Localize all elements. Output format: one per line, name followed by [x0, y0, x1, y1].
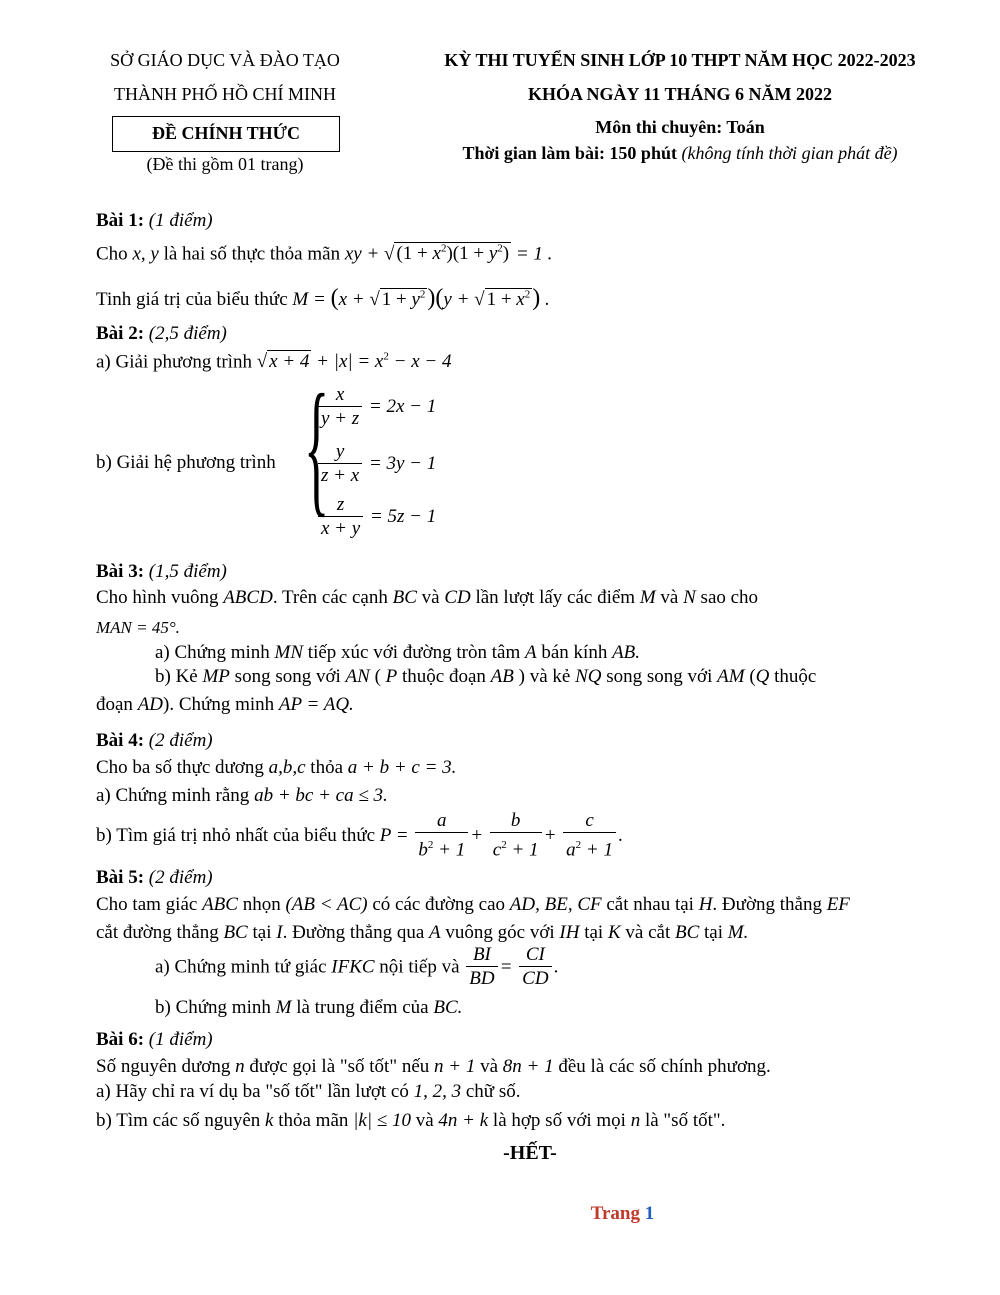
text-bai3-b-am: AM — [717, 666, 745, 687]
text-bai3-l1-m: M — [639, 587, 656, 608]
text-bai5-l1-cond: (AB < AC) — [285, 894, 368, 915]
text-bai6-l1-d: đều là các số chính phương. — [558, 1056, 771, 1077]
bai2-a-equation: √ $x + 4 + |x| = x^2 - x - 4$ — [256, 351, 452, 373]
text-bai3-a-rest: tiếp xúc với đường tròn tâm — [307, 642, 521, 663]
text-bai3-b2-eq: AP = AQ. — [278, 694, 354, 715]
bai1-ask: Tinh giá trị của biểu thức — [96, 289, 288, 310]
text-bai5-l2-ih: IH — [559, 922, 580, 943]
exam-title: KỲ THI TUYỂN SINH LỚP 10 THPT NĂM HỌC 2022-2023 — [444, 50, 916, 70]
bai5-line2 — [96, 922, 748, 944]
text-bai3-l1-bc: BC — [392, 587, 417, 608]
text-bai5-l2-m: M. — [727, 922, 749, 943]
bai4-line1 — [96, 757, 456, 779]
bai3-a — [155, 642, 640, 664]
bai4-a — [96, 785, 388, 807]
text-bai6-b-a: b) Tìm các số nguyên — [96, 1110, 261, 1131]
text-bai5-l2-g: tại — [704, 922, 724, 943]
pages-note: (Đề thi gồm 01 trang) — [146, 154, 304, 174]
text-bai5-l1-alt: AD, BE, CF — [509, 894, 602, 915]
text-bai6-b-n: n — [630, 1110, 641, 1131]
text-bai3-a-text: a) Chứng minh — [155, 642, 270, 663]
text-bai5-l2-i: I — [276, 922, 283, 943]
text-bai3-b-t3: ( — [374, 666, 381, 687]
text-bai5-a-rest: nội tiếp và — [379, 956, 460, 978]
page-number: 1 — [644, 1203, 655, 1224]
text-bai3-l1-c: lần lượt lấy các điểm — [475, 587, 636, 608]
bai1-expression: M = (x + √ $1 + y^2)(y$ + √ $1 + x^2$) . — [292, 285, 550, 311]
bai2-eq3: $\frac{z}{x + y}$ = 5z − 1 — [316, 494, 436, 541]
text-bai3-l1-n: N — [683, 587, 696, 608]
bai2-eq2: $\frac{y}{z + x}$ = 3y − 1 — [316, 441, 436, 488]
text-bai5-l1-abc: ABC — [202, 894, 238, 915]
bai4-title: Bài 4: — [96, 730, 145, 751]
text-bai3-b-t2: song song với — [234, 666, 341, 687]
bai1-vars: x, y — [132, 243, 159, 265]
text-bai5-b-text: b) Chứng minh — [155, 997, 271, 1018]
text-bai5-b-rest: là trung điểm của — [296, 997, 429, 1018]
text-bai5-l1-e: . Đường thẳng — [712, 894, 822, 915]
bai5-heading — [96, 867, 213, 889]
text-bai3-b-t8: thuộc — [774, 666, 817, 687]
bai3-b-cont — [96, 694, 354, 716]
text-bai3-b-t4: thuộc đoạn — [402, 666, 486, 687]
bai1-points: (1 điểm) — [148, 210, 213, 231]
text-bai6-b-e: 4n + k — [438, 1110, 489, 1131]
text-bai4-a-text: a) Chứng minh rằng — [96, 785, 250, 806]
bai4-b: b) Tìm giá trị nhỏ nhất của biểu thức P = $\frac{a}{b^2 + 1}$ + $\frac{b}{c^2 + 1}$ + $\frac{c}{a^2 + 1}$ . — [96, 810, 623, 861]
text-bai3-l1-cd: CD — [444, 587, 471, 608]
text-bai3-b2-t2: ). Chứng minh — [163, 694, 275, 715]
text-bai6-a-end: chữ số. — [465, 1081, 521, 1102]
text-bai5-l2-e: tại — [584, 922, 604, 943]
text-bai6-a-text: a) Hãy chỉ ra ví dụ ba "số tốt" lần lượt có — [96, 1081, 409, 1102]
text-bai6-l1-c: và — [480, 1056, 499, 1077]
text-bai3-b2-t1: đoạn — [96, 694, 133, 715]
text-bai5-l1-b: nhọn — [242, 894, 281, 915]
bai2-points: (2,5 điểm) — [148, 323, 227, 344]
page-label: Trang — [590, 1203, 640, 1224]
text-bai6-b-k: k — [265, 1110, 274, 1131]
text-bai3-b-t7: ( — [749, 666, 756, 687]
text-bai3-l1-va: và — [421, 587, 440, 608]
bai3-heading — [96, 561, 227, 583]
text-bai3-a-rest2: bán kính — [541, 642, 608, 663]
bai2-heading — [96, 323, 227, 345]
text-bai3-l1-sq: ABCD — [223, 587, 273, 608]
bai5-line1 — [96, 894, 850, 916]
text-bai5-a-text: a) Chứng minh tứ giác — [155, 956, 327, 978]
text-bai6-l1-a: Số nguyên dương — [96, 1056, 231, 1077]
bai3-line1 — [96, 587, 758, 609]
text-bai5-b-m: M — [275, 997, 292, 1018]
text-bai6-a-nums: 1, 2, 3 — [413, 1081, 462, 1102]
bai6-a — [96, 1081, 521, 1103]
text-bai5-l2-bc2: BC — [674, 922, 700, 943]
text-bai3-b-ab: AB — [490, 666, 514, 687]
official-badge: ĐỀ CHÍNH THỨC — [112, 116, 340, 152]
bai1-heading — [96, 210, 213, 232]
bai6-line1 — [96, 1056, 771, 1078]
dept-name: SỞ GIÁO DỤC VÀ ĐÀO TẠO — [110, 50, 340, 70]
text-bai5-l2-d: vuông góc với — [445, 922, 555, 943]
text-bai5-b-bc: BC. — [433, 997, 463, 1018]
bai1-mid: là hai số thực thỏa mãn — [163, 243, 341, 265]
text-bai6-b-abs: |k| ≤ 10 — [353, 1110, 411, 1131]
text-bai3-b-t6: song song với — [606, 666, 713, 687]
text-bai5-l2-A: A — [429, 922, 441, 943]
text-bai5-l2-bc: BC — [223, 922, 248, 943]
bai5-a: a) Chứng minh tứ giác IFKC nội tiếp và $\frac{BI}{BD}$ = $\frac{CI}{CD}$ . — [155, 944, 559, 989]
text-bai5-l2-c: . Đường thẳng qua — [282, 922, 425, 943]
text-bai4-b-text: b) Tìm giá trị nhỏ nhất của biểu thức — [96, 825, 376, 847]
time-note: (không tính thời gian phát đề) — [681, 143, 898, 163]
text-bai4-l1-eq: a + b + c = 3. — [347, 757, 457, 778]
text-bai6-b-b: thỏa mãn — [278, 1110, 349, 1131]
bai5-points: (2 điểm) — [148, 867, 213, 888]
text-bai5-l1: Cho tam giác — [96, 894, 198, 915]
text-bai4-a-eq: ab + bc + ca ≤ 3. — [254, 785, 388, 806]
text-bai6-l1-e2: 8n + 1 — [502, 1056, 554, 1077]
text-bai3-l1: Cho hình vuông — [96, 587, 219, 608]
text-bai3-l1-d: sao cho — [700, 587, 759, 608]
time-label: Thời gian làm bài: 150 phút — [462, 143, 677, 163]
text-bai5-l1-h: H — [698, 894, 713, 915]
text-bai4-l1: Cho ba số thực dương — [96, 757, 264, 778]
bai2-a-text: a) Giải phương trình — [96, 351, 252, 373]
bai2-eq1: $\frac{x}{y + z}$ = 2x − 1 — [316, 384, 436, 431]
bai1-title: Bài 1: — [96, 210, 145, 231]
text-bai5-a-ifkc: IFKC — [331, 956, 375, 978]
text-bai6-b-end: là "số tốt". — [644, 1110, 726, 1131]
exam-subject: Môn thi chuyên: Toán — [595, 117, 765, 137]
bai3-line2: MAN = 45°. — [96, 618, 180, 637]
bai6-points: (1 điểm) — [148, 1029, 213, 1050]
text-bai3-b2-ad: AD — [137, 694, 164, 715]
page-footer — [0, 1203, 1000, 1225]
bai5-b — [155, 997, 462, 1019]
bai2-title: Bài 2: — [96, 323, 145, 344]
exam-date: KHÓA NGÀY 11 THÁNG 6 NĂM 2022 — [527, 84, 832, 104]
bai6-title: Bài 6: — [96, 1029, 145, 1050]
text-bai5-l2-f: và cắt — [625, 922, 671, 943]
text-bai4-l1-vars: a,b,c — [268, 757, 306, 778]
text-bai3-b-q: Q — [755, 666, 770, 687]
text-bai5-l2-b: tại — [252, 922, 272, 943]
text-bai6-b-c: và — [415, 1110, 434, 1131]
text-bai5-l1-d: cắt nhau tại — [606, 894, 694, 915]
text-bai3-l1-va2: và — [660, 587, 679, 608]
text-bai5-l2-a: cắt đường thẳng — [96, 922, 219, 943]
bai3-title: Bài 3: — [96, 561, 145, 582]
text-bai3-a-mn: MN — [274, 642, 304, 663]
exam-time — [400, 143, 960, 164]
text-bai6-b-d: là hợp số với mọi — [492, 1110, 626, 1131]
text-bai3-b-t5: ) và kẻ — [518, 666, 571, 687]
bai3-b — [155, 666, 816, 688]
bai5-title: Bài 5: — [96, 867, 145, 888]
bai6-b — [96, 1110, 725, 1132]
text-bai6-l1-e1: n + 1 — [434, 1056, 476, 1077]
text-bai6-l1-n: n — [235, 1056, 245, 1077]
text-bai3-b-nq: NQ — [575, 666, 602, 687]
bai4-heading — [96, 730, 213, 752]
text-bai3-l1-b: . Trên các cạnh — [272, 587, 388, 608]
text-bai6-l1-b: được gọi là "số tốt" nếu — [249, 1056, 430, 1077]
bai4-points: (2 điểm) — [148, 730, 213, 751]
bai1-cho: Cho — [96, 243, 128, 265]
end-mark: -HẾT- — [503, 1142, 557, 1164]
bai2-b-text: b) Giải hệ phương trình — [96, 452, 276, 473]
bai2-a — [96, 351, 451, 373]
text-bai5-l1-c: có các đường cao — [372, 894, 506, 915]
bai6-heading — [96, 1029, 213, 1051]
system-brace: { — [304, 364, 330, 530]
text-bai3-a-ab: AB. — [612, 642, 641, 663]
text-bai5-l2-k: K — [607, 922, 621, 943]
bai1-line1 — [96, 243, 552, 265]
bai1-line2 — [96, 285, 550, 312]
text-bai3-b-p: P — [385, 666, 398, 687]
text-bai3-b-text: b) Kẻ — [155, 666, 198, 687]
bai3-points: (1,5 điểm) — [148, 561, 227, 582]
text-bai3-b-mp: MP — [202, 666, 230, 687]
text-bai5-l1-ef: EF — [826, 894, 850, 915]
text-bai3-b-an: AN — [345, 666, 370, 687]
text-bai4-l1-mid: thỏa — [310, 757, 344, 778]
bai1-condition: xy + √ $(1 + x^2)(1 + y^2) = 1$ . — [344, 243, 553, 265]
text-bai3-a-A: A — [525, 642, 537, 663]
city-name: THÀNH PHỐ HỒ CHÍ MINH — [114, 84, 336, 104]
